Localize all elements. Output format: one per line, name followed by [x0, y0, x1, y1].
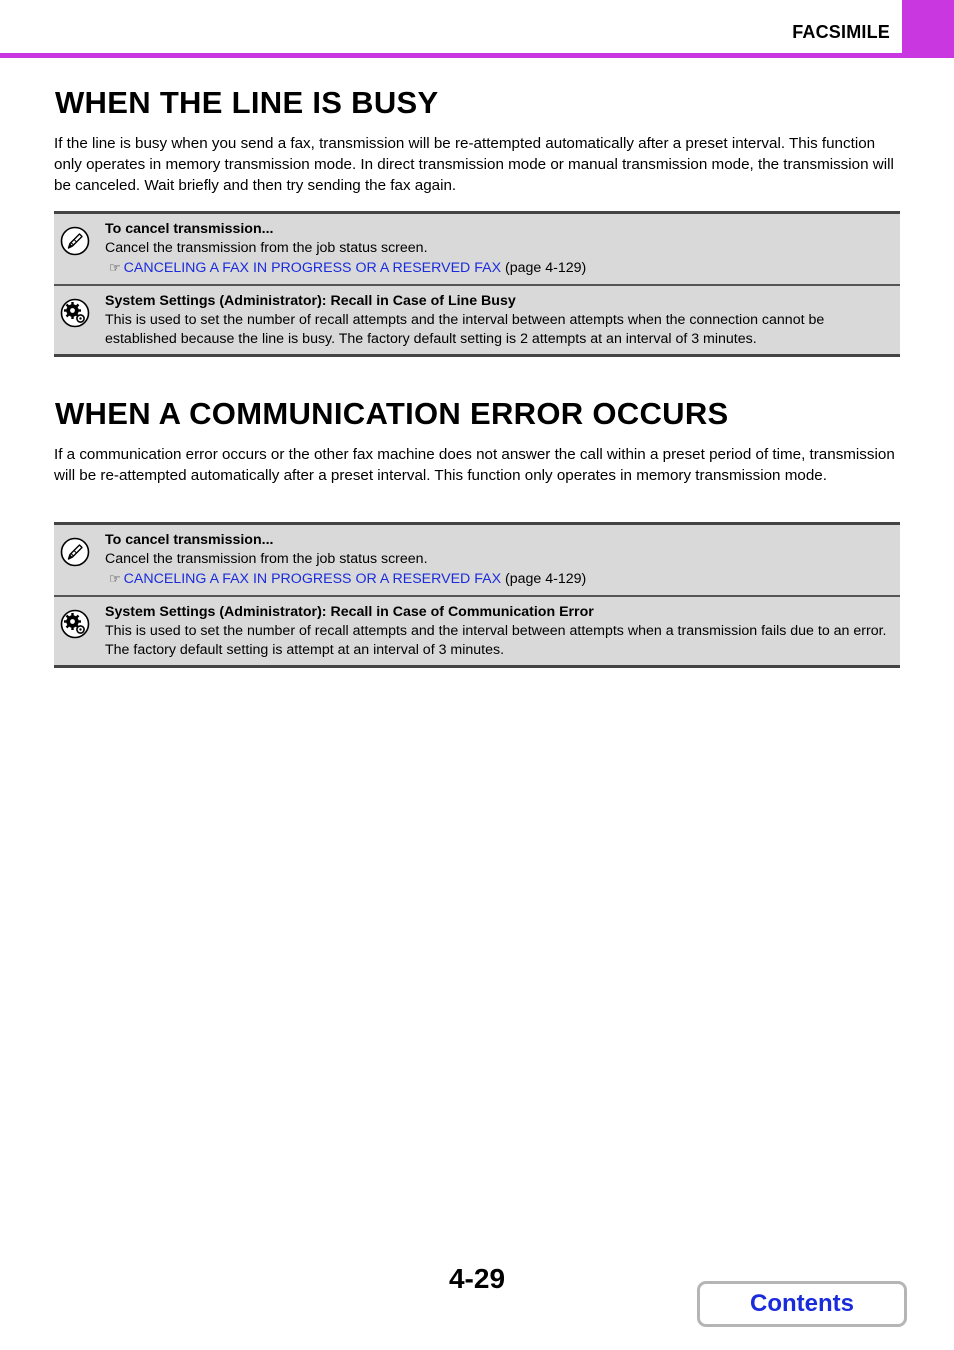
note-reference	[105, 569, 892, 589]
note-text: Cancel the transmission from the job status screen.	[105, 551, 428, 567]
section-title-communication-error: WHEN A COMMUNICATION ERROR OCCURS	[55, 396, 729, 431]
note-text: Cancel the transmission from the job status screen.	[105, 240, 428, 256]
page-number: 4-29	[448, 1263, 506, 1294]
note-title: To cancel transmission...	[105, 221, 274, 237]
header-rule	[0, 53, 954, 58]
note-system-settings-communication-error	[54, 595, 900, 665]
header-section-label: FACSIMILE	[792, 22, 890, 42]
note-title: System Settings (Administrator): Recall in Case of Communication Error	[105, 604, 594, 620]
canceling-fax-link[interactable]: CANCELING A FAX IN PROGRESS OR A RESERVED FAX	[123, 260, 502, 276]
header-tab	[902, 0, 954, 54]
canceling-fax-link[interactable]: CANCELING A FAX IN PROGRESS OR A RESERVED FAX	[123, 571, 502, 587]
note-reference	[105, 258, 892, 278]
note-box-communication-error	[54, 522, 900, 668]
reference-page: (page 4-129)	[505, 260, 587, 276]
pencil-icon	[60, 226, 90, 256]
gear-icon	[60, 298, 90, 328]
pointing-hand-icon: ☞	[109, 571, 121, 586]
reference-page: (page 4-129)	[505, 571, 587, 587]
note-text: This is used to set the number of recall attempts and the interval between attempts when the connection cannot be established because the line is busy. The factory default setting is 2 attempts at an interval of 3 minutes.	[105, 312, 825, 347]
pencil-icon	[60, 537, 90, 567]
note-text: This is used to set the number of recall attempts and the interval between attempts when a transmission fails due to an error. The factory default setting is attempt at an interval of 3 minutes.	[105, 623, 887, 658]
section-body-line-busy: If the line is busy when you send a fax, transmission will be re-attempted automatically after a preset interval. This function only operates in memory transmission mode. In direct transmission mode or manual transmission mode, the transmission will be canceled. Wait briefly and then try sending the fax again.	[54, 135, 894, 194]
note-cancel-transmission	[54, 525, 900, 595]
note-title: To cancel transmission...	[105, 532, 274, 548]
section-body-communication-error: If a communication error occurs or the other fax machine does not answer the call within a preset period of time, transmission will be re-attempted automatically after a preset interval. This function only operates in memory transmission mode.	[54, 446, 895, 484]
note-system-settings-line-busy	[54, 284, 900, 354]
contents-button[interactable]: Contents	[697, 1281, 907, 1327]
note-box-line-busy	[54, 211, 900, 357]
section-title-line-busy: WHEN THE LINE IS BUSY	[55, 85, 439, 120]
note-cancel-transmission	[54, 214, 900, 284]
note-title: System Settings (Administrator): Recall in Case of Line Busy	[105, 293, 516, 309]
gear-icon	[60, 609, 90, 639]
pointing-hand-icon: ☞	[109, 260, 121, 275]
